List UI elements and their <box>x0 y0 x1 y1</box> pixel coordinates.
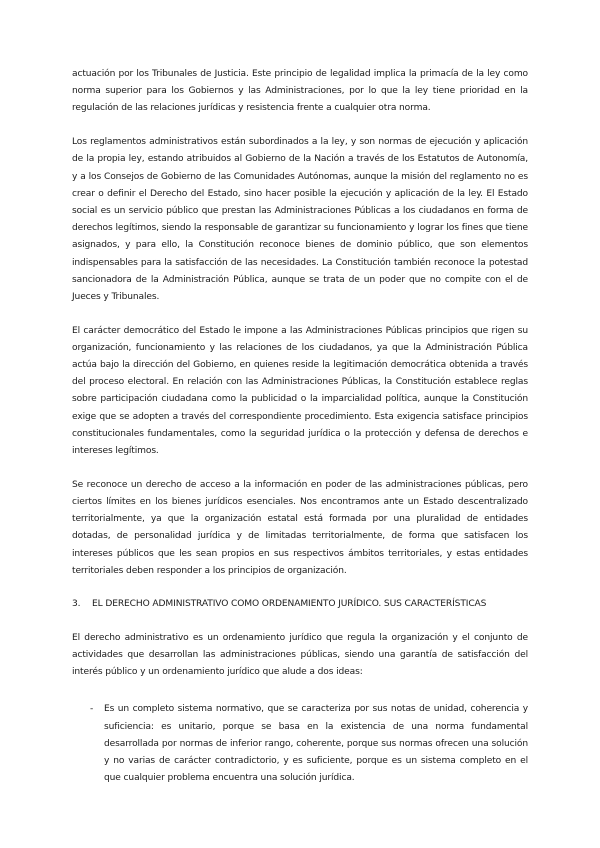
section-number: 3. <box>72 599 81 610</box>
list-item <box>72 701 528 787</box>
bullet-marker: - <box>90 704 94 715</box>
paragraph-access-information: Se reconoce un derecho de acceso a la información en poder de las administraciones públicas, pero ciertos límites en los bienes jurídicos esenciales. Nos encontramos ante un Estado descentralizado territorialmente, ya que la organización estatal está formada por una pluralidad de entidades dotadas, de personalidad jurídica y de limitadas territorialmente, de forma que satisfacen los intereses públicos que les sean propios en sus respectivos ámbitos territoriales, y estas entidades territoriales deben responder a los principios de organización. <box>72 479 528 576</box>
section-heading <box>72 596 528 613</box>
section-title: EL DERECHO ADMINISTRATIVO COMO ORDENAMIENTO JURÍDICO. SUS CARACTERÍSTICAS <box>92 599 487 610</box>
paragraph-administrative-regulations: Los reglamentos administrativos están subordinados a la ley, y son normas de ejecución y aplicación de la propia ley, estando atribuidos al Gobierno de la Nación a través de los Estatutos de Autonomía, y a los Consejos de Gobierno de las Comunidades Autónomas, aunque la misión del reglamento no es crear o definir el Derecho del Estado, sino hacer posible la ejecución y aplicación de la ley. El Estado social es un servicio público que prestan las Administraciones Públicas a los ciudadanos en forma de derechos legítimos, siendo la responsable de garantizar su funcionamiento y lograr los fines que tiene asignados, y para ello, la Constitución reconoce bienes de dominio público, que son elementos indispensables para la satisfacción de las necesidades. La Constitución también reconoce la potestad sancionadora de la Administración Pública, aunque se trata de un poder que no compite con el de Jueces y Tribunales. <box>72 137 528 302</box>
paragraph-legality-principle: actuación por los Tribunales de Justicia. Este principio de legalidad implica la primacía de la ley como norma superior para los Gobiernos y las Administraciones, por lo que la ley tiene prioridad en la regulación de las relaciones jurídicas y resistencia frente a cualquier otra norma. <box>72 69 528 114</box>
bullet-text: Es un completo sistema normativo, que se caracteriza por sus notas de unidad, coherencia y suficiencia: es unitario, porque se basa en la existencia de una norma fundamental desarrollada por normas de inferior rango, coherente, porque sus normas ofrecen una solución y no varias de carácter contradictorio, y es suficiente, porque es un sistema completo en el que cualquier problema encuentra una solución jurídica. <box>104 704 528 784</box>
paragraph-section-intro: El derecho administrativo es un ordenamiento jurídico que regula la organización y el conjunto de actividades que desarrollan las administraciones públicas, siendo una garantía de satisfacción del interés público y un ordenamiento jurídico que alude a dos ideas: <box>72 632 528 678</box>
document-page <box>72 66 528 787</box>
paragraph-democratic-character: El carácter democrático del Estado le impone a las Administraciones Públicas principios que rigen su organización, funcionamiento y las relaciones de los ciudadanos, ya que la Administración Pública actúa bajo la dirección del Gobierno, en quienes reside la legitimación democrática obtenida a través del proceso electoral. En relación con las Administraciones Públicas, la Constitución establece reglas sobre participación ciudadana como la publicidad o la imparcialidad política, aunque la Constitución exige que se adopten a través del correspondiente procedimiento. Esta exigencia satisface principios constitucionales fundamentales, como la seguridad jurídica o la protección y defensa de derechos e intereses legítimos. <box>72 325 528 457</box>
